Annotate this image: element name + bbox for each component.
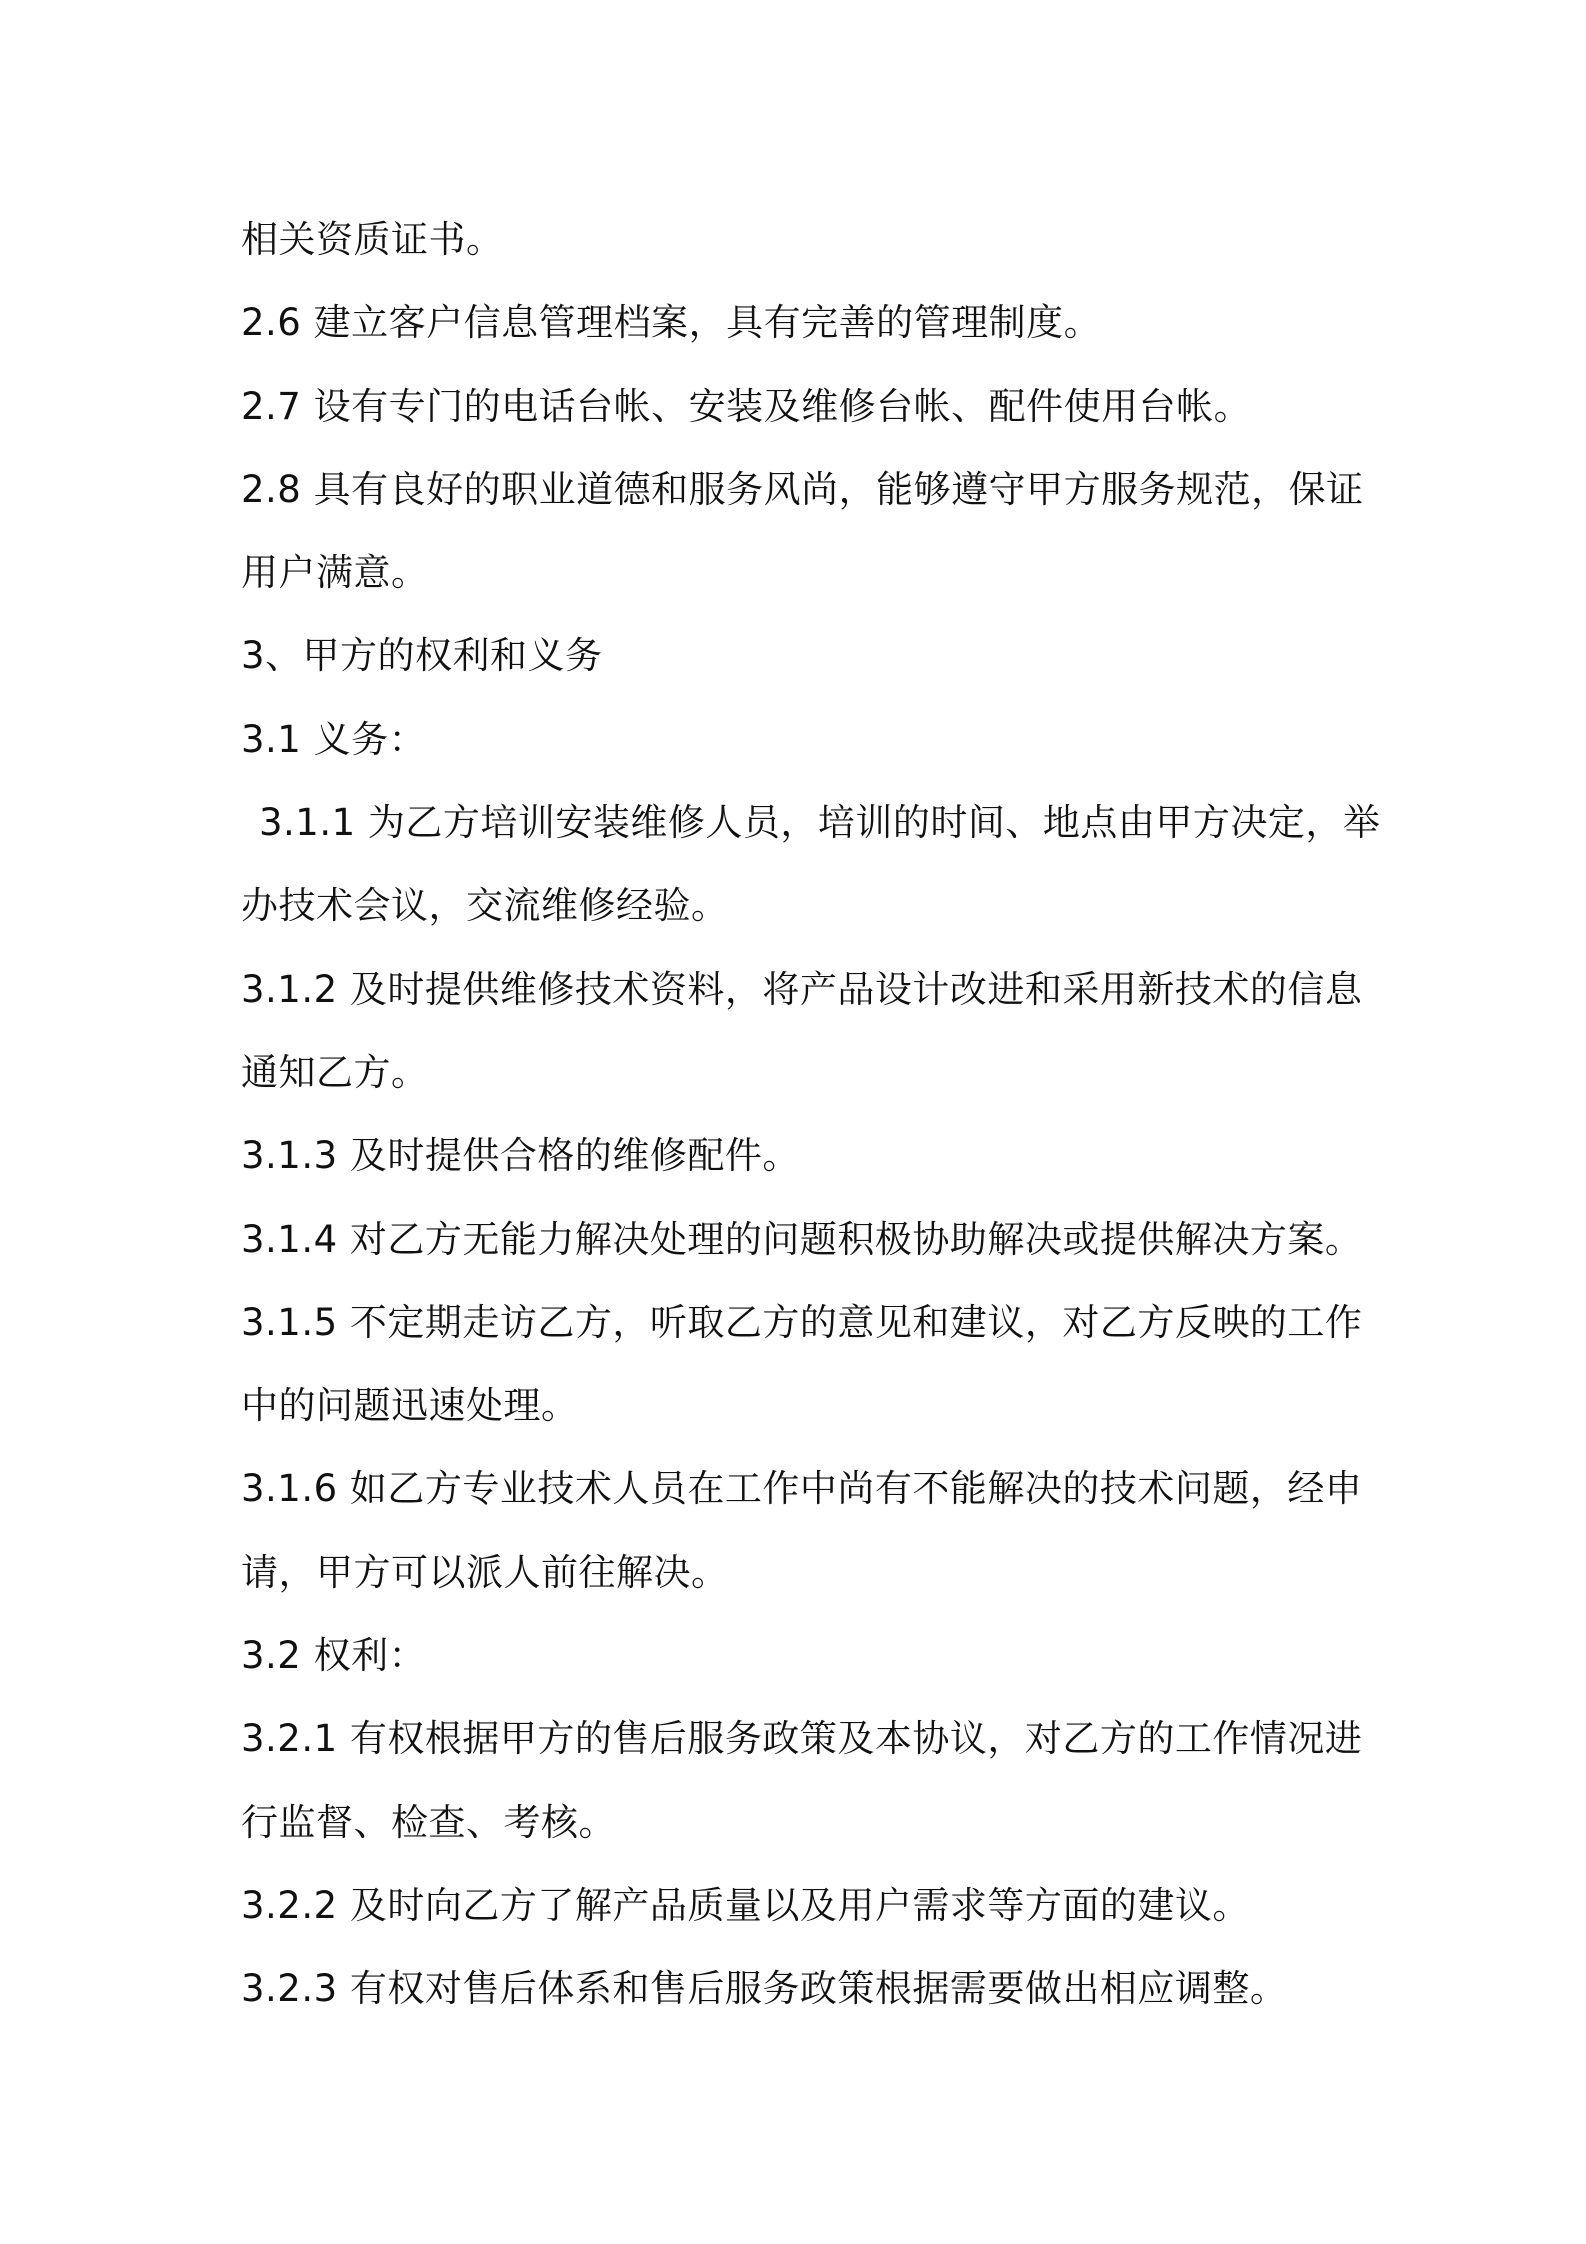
- text-line: 相关资质证书。: [241, 218, 504, 261]
- text-line: 中的问题迅速处理。: [241, 1384, 579, 1428]
- clause-3-1-6: 3.1.6 如乙方专业技术人员在工作中尚有不能解决的技术问题，经申: [241, 1467, 1363, 1511]
- subsection-heading-3-1: 3.1 义务：: [241, 717, 427, 761]
- text-line: 办技术会议，交流维修经验。: [241, 884, 729, 928]
- clause-2-8: 2.8 具有良好的职业道德和服务风尚，能够遵守甲方服务规范，保证: [241, 467, 1364, 511]
- subsection-heading-3-2: 3.2 权利：: [241, 1634, 427, 1678]
- clause-3-2-1: 3.2.1 有权根据甲方的售后服务政策及本协议，对乙方的工作情况进: [241, 1717, 1363, 1761]
- clause-3-1-3: 3.1.3 及时提供合格的维修配件。: [241, 1134, 800, 1178]
- section-heading-3: 3、甲方的权利和义务: [241, 634, 603, 678]
- text-line: 用户满意。: [241, 551, 429, 595]
- clause-3-2-3: 3.2.3 有权对售后体系和售后服务政策根据需要做出相应调整。: [241, 1967, 1288, 2011]
- clause-3-1-5: 3.1.5 不定期走访乙方，听取乙方的意见和建议，对乙方反映的工作: [241, 1300, 1363, 1344]
- text-line: 请，甲方可以派人前往解决。: [241, 1550, 729, 1594]
- clause-3-2-2: 3.2.2 及时向乙方了解产品质量以及用户需求等方面的建议。: [241, 1883, 1250, 1927]
- clause-3-1-4: 3.1.4 对乙方无能力解决处理的问题积极协助解决或提供解决方案。: [241, 1217, 1363, 1261]
- clause-2-6: 2.6 建立客户信息管理档案，具有完善的管理制度。: [241, 301, 1102, 345]
- clause-3-1-2: 3.1.2 及时提供维修技术资料，将产品设计改进和采用新技术的信息: [241, 967, 1363, 1011]
- text-line: 行监督、检查、考核。: [241, 1800, 616, 1844]
- clause-2-7: 2.7 设有专门的电话台帐、安装及维修台帐、配件使用台帐。: [241, 384, 1252, 428]
- text-line: 通知乙方。: [241, 1050, 429, 1094]
- document-body: [241, 198, 1381, 2031]
- clause-3-1-1: 3.1.1 为乙方培训安装维修人员，培训的时间、地点由甲方决定，举: [259, 801, 1381, 845]
